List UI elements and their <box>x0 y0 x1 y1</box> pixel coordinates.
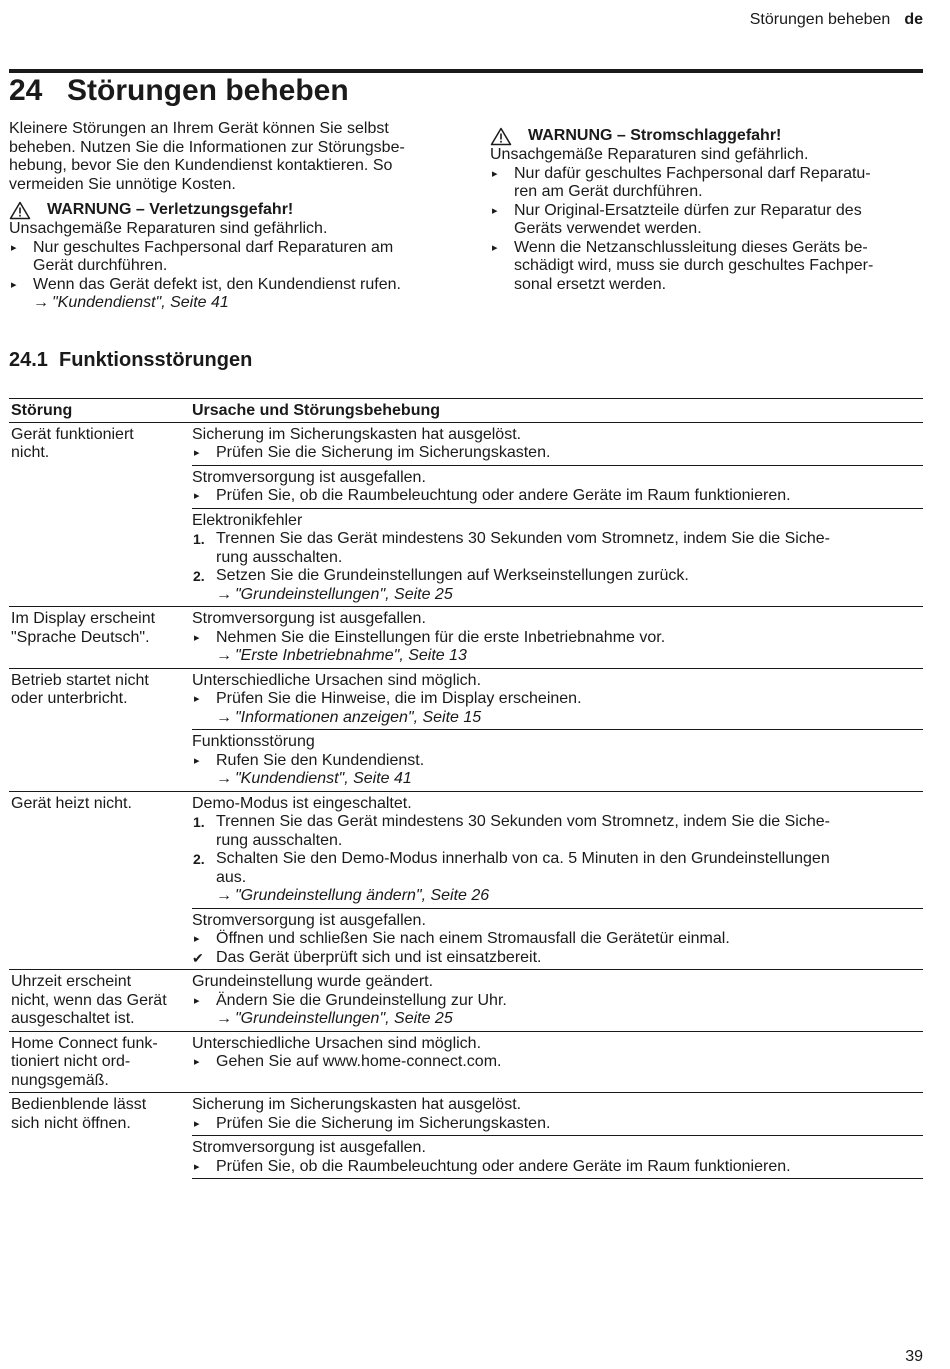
step-item <box>192 567 923 586</box>
table-row <box>9 970 923 1032</box>
cause-cell <box>192 970 923 1031</box>
page-number: 39 <box>905 1348 923 1365</box>
list-item-text: Prüfen Sie die Sicherung im Sicherungskasten. <box>216 444 551 461</box>
fault-line: Gerät funktioniert <box>11 425 134 443</box>
cause-text: Sicherung im Sicherungskasten hat ausgelöst. <box>192 425 522 443</box>
intro-line: hebung, bevor Sie den Kundendienst kontaktieren. So <box>9 157 393 174</box>
list-item <box>192 1053 923 1072</box>
cross-reference-link[interactable] <box>192 709 923 728</box>
cause-cell <box>192 607 923 668</box>
fault-line: Gerät heizt nicht. <box>11 794 132 812</box>
cause-cell <box>192 792 923 970</box>
cause-cell <box>192 423 923 607</box>
cause-block <box>192 729 923 791</box>
step-line: Setzen Sie die Grundeinstellungen auf Werkseinstellungen zurück. <box>216 567 689 584</box>
fault-cell <box>9 1032 192 1093</box>
bullet-icon: ▸ <box>194 933 200 945</box>
fault-line: Home Connect funk- <box>11 1034 158 1052</box>
arrow-right-icon: → <box>216 647 232 664</box>
fault-cell <box>9 423 192 607</box>
intro-paragraph <box>9 120 454 194</box>
list-item-line: Wenn das Gerät defekt ist, den Kundendienst rufen. <box>33 275 401 293</box>
link-text: "Erste Inbetriebnahme", Seite 13 <box>235 647 467 664</box>
list-item <box>9 276 454 295</box>
chapter-heading <box>9 74 349 108</box>
warning-triangle-icon <box>490 127 512 146</box>
cause-block <box>192 1135 923 1178</box>
fault-cell <box>9 1093 192 1179</box>
cause-text: Unterschiedliche Ursachen sind möglich. <box>192 1034 482 1052</box>
header-cause: Ursache und Störungsbehebung <box>192 402 441 419</box>
step-item <box>192 530 923 567</box>
chapter-title: Störungen beheben <box>67 74 349 107</box>
arrow-right-icon: → <box>33 294 49 311</box>
bullet-icon: ▸ <box>492 167 498 180</box>
step-line: Schalten Sie den Demo-Modus innerhalb von ca. 5 Minuten in den Grundeinstellungen <box>216 850 830 867</box>
fault-line: Betrieb startet nicht <box>11 671 149 689</box>
intro-line: beheben. Nutzen Sie die Informationen zur Störungsbe- <box>9 138 405 156</box>
bullet-icon: ▸ <box>492 241 498 254</box>
bullet-icon: ▸ <box>194 631 200 644</box>
fault-line: ausgeschaltet ist. <box>11 1010 135 1027</box>
fault-table <box>9 398 923 1179</box>
list-item-line: Wenn die Netzanschlussleitung dieses Geräts be- <box>514 238 868 256</box>
fault-cell <box>9 970 192 1031</box>
list-item-text: Ändern Sie die Grundeinstellung zur Uhr. <box>216 991 507 1009</box>
list-item-text: Rufen Sie den Kundendienst. <box>216 751 425 769</box>
step-number: 2. <box>193 851 205 867</box>
cause-cell <box>192 1093 923 1179</box>
header-fault: Störung <box>11 402 73 419</box>
bullet-icon: ▸ <box>492 204 498 217</box>
list-item <box>192 629 923 648</box>
step-item <box>192 813 923 850</box>
list-item-line: schädigt wird, muss sie durch geschultes Fachper- <box>514 257 874 274</box>
list-item-line: Nur Original-Ersatzteile dürfen zur Reparatur des <box>514 201 862 219</box>
step-number: 1. <box>193 814 205 830</box>
list-item-line: ren am Gerät durchführen. <box>514 183 703 200</box>
result-text: Das Gerät überprüft sich und ist einsatzbereit. <box>216 948 542 966</box>
warning-text: Unsachgemäße Reparaturen sind gefährlich. <box>490 146 809 163</box>
cause-text: Sicherung im Sicherungskasten hat ausgelöst. <box>192 1096 522 1113</box>
warning-title-text: WARNUNG – Verletzungsgefahr! <box>47 201 294 219</box>
arrow-right-icon: → <box>216 1010 232 1027</box>
warning-title <box>490 127 920 146</box>
running-header <box>750 11 923 30</box>
list-item-text: Prüfen Sie die Sicherung im Sicherungskasten. <box>216 1114 551 1132</box>
list-item <box>192 1158 923 1177</box>
list-item-text: Öffnen und schließen Sie nach einem Stromausfall die Gerätetür einmal. <box>216 930 730 947</box>
bullet-icon: ▸ <box>194 1117 200 1130</box>
fault-cell <box>9 669 192 791</box>
header-lang: de <box>904 11 923 28</box>
list-item-text: Prüfen Sie, ob die Raumbeleuchtung oder andere Geräte im Raum funktionieren. <box>216 1157 791 1175</box>
fault-line: Uhrzeit erscheint <box>11 973 132 990</box>
cause-text: Stromversorgung ist ausgefallen. <box>192 1139 426 1156</box>
list-item <box>192 1115 923 1134</box>
table-row <box>9 792 923 971</box>
header-rule <box>9 69 923 73</box>
cause-text: Stromversorgung ist ausgefallen. <box>192 610 426 627</box>
bullet-icon: ▸ <box>194 1160 200 1173</box>
arrow-right-icon: → <box>216 887 232 904</box>
table-header <box>9 399 923 423</box>
table-row <box>9 1032 923 1094</box>
list-item-text: Nehmen Sie die Einstellungen für die erste Inbetriebnahme vor. <box>216 628 666 646</box>
warning-text: Unsachgemäße Reparaturen sind gefährlich. <box>9 220 328 237</box>
section-title: Funktionsstörungen <box>59 349 253 371</box>
table-row <box>9 423 923 608</box>
cross-reference-link[interactable] <box>192 1010 923 1029</box>
cause-block <box>192 792 923 908</box>
cause-block <box>192 465 923 508</box>
cross-reference-link[interactable] <box>192 647 923 666</box>
list-item <box>192 487 923 506</box>
list-item-line: Nur geschultes Fachpersonal darf Reparaturen am <box>33 238 394 256</box>
table-row <box>9 669 923 792</box>
cause-block <box>192 1093 923 1135</box>
link-text: "Kundendienst", Seite 41 <box>235 770 412 787</box>
section-number: 24.1 <box>9 349 48 371</box>
list-item <box>192 444 923 463</box>
fault-line: nicht, wenn das Gerät <box>11 991 167 1009</box>
table-row <box>9 607 923 669</box>
cause-block <box>192 908 923 970</box>
fault-line: nungsgemäß. <box>11 1071 109 1089</box>
bullet-icon: ▸ <box>194 693 200 705</box>
cause-text: Unterschiedliche Ursachen sind möglich. <box>192 671 482 689</box>
bullet-icon: ▸ <box>11 278 17 291</box>
list-item <box>192 992 923 1011</box>
cross-reference-link[interactable] <box>9 294 454 313</box>
fault-cell <box>9 607 192 668</box>
bullet-icon: ▸ <box>194 754 200 767</box>
checkmark-icon: ✔ <box>192 949 204 966</box>
cause-block <box>192 508 923 607</box>
list-item <box>192 930 923 949</box>
step-line: aus. <box>216 868 247 886</box>
link-text: "Informationen anzeigen", Seite 15 <box>235 708 482 726</box>
list-item <box>490 165 920 202</box>
cause-block <box>192 607 923 668</box>
fault-line: sich nicht öffnen. <box>11 1114 131 1132</box>
cause-text: Stromversorgung ist ausgefallen. <box>192 468 426 486</box>
list-item-line: Nur dafür geschultes Fachpersonal darf Reparatu- <box>514 164 871 182</box>
result-item <box>192 949 923 968</box>
fault-line: tioniert nicht ord- <box>11 1053 131 1070</box>
arrow-right-icon: → <box>216 770 232 787</box>
step-line: Trennen Sie das Gerät mindestens 30 Sekunden vom Stromnetz, indem Sie die Siche- <box>216 813 830 830</box>
cross-reference-link[interactable] <box>192 887 923 906</box>
cause-block <box>192 669 923 730</box>
cause-block <box>192 423 923 465</box>
warning-triangle-icon <box>9 201 31 220</box>
right-column <box>490 127 920 294</box>
list-item <box>192 752 923 771</box>
cause-block <box>192 1032 923 1074</box>
fault-line: Im Display erscheint <box>11 610 156 627</box>
cause-text: Funktionsstörung <box>192 733 315 750</box>
warning-injury <box>9 201 454 313</box>
intro-line: vermeiden Sie unnötige Kosten. <box>9 175 236 193</box>
bullet-icon: ▸ <box>194 1056 200 1068</box>
link-text: "Kundendienst", Seite 41 <box>52 294 229 311</box>
step-item <box>192 850 923 887</box>
bullet-icon: ▸ <box>11 241 17 254</box>
section-heading <box>9 348 252 372</box>
table-row <box>9 1093 923 1179</box>
fault-line: nicht. <box>11 444 50 461</box>
list-item <box>9 239 454 276</box>
list-item <box>490 202 920 239</box>
link-text: "Grundeinstellung ändern", Seite 26 <box>235 887 490 904</box>
header-section: Störungen beheben <box>749 11 891 28</box>
cause-text: Demo-Modus ist eingeschaltet. <box>192 794 412 812</box>
fault-line: Bedienblende lässt <box>11 1096 147 1113</box>
list-item-line: sonal ersetzt werden. <box>514 275 667 293</box>
link-text: "Grundeinstellungen", Seite 25 <box>235 585 453 603</box>
list-item-line: Gerät durchführen. <box>33 257 168 274</box>
step-line: rung ausschalten. <box>216 831 343 849</box>
step-number: 1. <box>193 531 205 547</box>
fault-cell <box>9 792 192 970</box>
cause-text: Grundeinstellung wurde geändert. <box>192 973 434 990</box>
cause-cell <box>192 1032 923 1093</box>
list-item <box>192 690 923 709</box>
arrow-right-icon: → <box>216 708 232 726</box>
step-number: 2. <box>193 568 205 584</box>
list-item-text: Prüfen Sie die Hinweise, die im Display erscheinen. <box>216 690 582 707</box>
fault-line: oder unterbricht. <box>11 690 128 707</box>
warning-title <box>9 201 454 220</box>
list-item-text: Prüfen Sie, ob die Raumbeleuchtung oder andere Geräte im Raum funktionieren. <box>216 487 791 504</box>
bullet-icon: ▸ <box>194 490 200 502</box>
list-item <box>490 239 920 295</box>
cross-reference-link[interactable] <box>192 586 923 605</box>
warning-title-text: WARNUNG – Stromschlaggefahr! <box>528 127 782 145</box>
bullet-icon: ▸ <box>194 447 200 459</box>
cross-reference-link[interactable] <box>192 770 923 789</box>
link-text: "Grundeinstellungen", Seite 25 <box>235 1010 453 1027</box>
left-column <box>9 120 454 313</box>
cause-text: Elektronikfehler <box>192 511 303 529</box>
intro-line: Kleinere Störungen an Ihrem Gerät können Sie selbst <box>9 120 389 137</box>
list-item-line: Geräts verwendet werden. <box>514 220 702 237</box>
fault-line: "Sprache Deutsch". <box>11 628 150 646</box>
step-line: rung ausschalten. <box>216 548 343 566</box>
step-line: Trennen Sie das Gerät mindestens 30 Sekunden vom Stromnetz, indem Sie die Siche- <box>216 530 830 547</box>
cause-block <box>192 970 923 1031</box>
chapter-number: 24 <box>9 74 43 107</box>
bullet-icon: ▸ <box>194 994 200 1007</box>
cause-text: Stromversorgung ist ausgefallen. <box>192 911 426 929</box>
arrow-right-icon: → <box>216 585 232 603</box>
list-item-text: Gehen Sie auf www.home-connect.com. <box>216 1053 502 1070</box>
cause-cell <box>192 669 923 791</box>
